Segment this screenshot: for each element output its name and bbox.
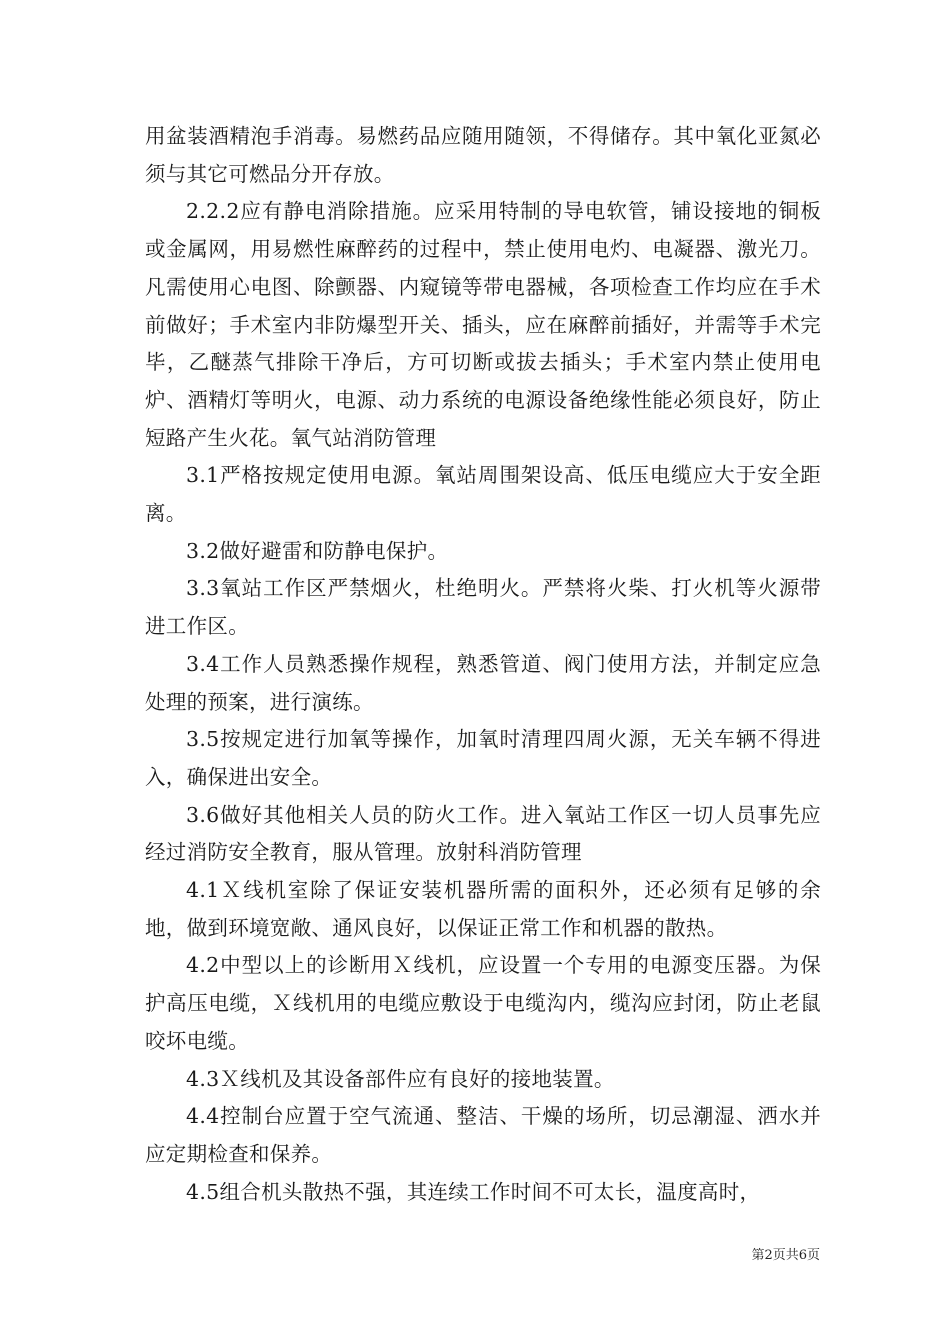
paragraph: 4.5组合机头散热不强，其连续工作时间不可太长，温度高时， [186,1179,761,1204]
paragraph: 用盆装酒精泡手消毒。易燃药品应随用随领，不得储存。其中氧化亚氮必须与其它可燃品分开存放。 [145,124,821,186]
paragraph: 3.3氧站工作区严禁烟火，杜绝明火。严禁将火柴、打火机等火源带进工作区。 [145,576,821,639]
paragraph: 4.2中型以上的诊断用Ｘ线机，应设置一个专用的电源变压器。为保护高压电缆，Ｘ线机用的电缆应敷设于电缆沟内，缆沟应封闭，防止老鼠咬坏电缆。 [145,953,821,1053]
paragraph: 3.2做好避雷和防静电保护。 [186,538,449,563]
paragraph: 2.2.2应有静电消除措施。应采用特制的导电软管，铺设接地的铜板或金属网，用易燃性麻醉药的过程中，禁止使用电灼、电凝器、激光刀。凡需使用心电图、除颤器、内窥镜等带电器械，各项检查工作均应在手术前做好；手术室内非防爆型开关、插头，应在麻醉前插好，并需等手术完毕，乙醚蒸气排除干净后，方可切断或拔去插头；手术室内禁止使用电炉、酒精灯等明火，电源、动力系统的电源设备绝缘性能必须良好，防止短路产生火花。氧气站消防管理 [145,199,821,450]
paragraph: 4.4控制台应置于空气流通、整洁、干燥的场所，切忌潮湿、洒水并应定期检查和保养。 [145,1104,821,1166]
paragraph: 3.5按规定进行加氧等操作，加氧时清理四周火源，无关车辆不得进入，确保进出安全。 [145,727,821,789]
paragraph: 3.6做好其他相关人员的防火工作。进入氧站工作区一切人员事先应经过消防安全教育，服从管理。放射科消防管理 [145,802,821,865]
paragraph: 4.1Ｘ线机室除了保证安装机器所需的面积外，还必须有足够的余地，做到环境宽敞、通风良好，以保证正常工作和机器的散热。 [145,878,821,940]
paragraph: 4.3Ｘ线机及其设备部件应有良好的接地装置。 [186,1066,615,1091]
page-number-footer: 第2页共6页 [751,1248,820,1263]
document-body [145,118,821,1211]
paragraph: 3.1严格按规定使用电源。氧站周围架设高、低压电缆应大于安全距离。 [145,463,821,526]
paragraph: 3.4工作人员熟悉操作规程，熟悉管道、阀门使用方法，并制定应急处理的预案，进行演练。 [145,651,821,714]
